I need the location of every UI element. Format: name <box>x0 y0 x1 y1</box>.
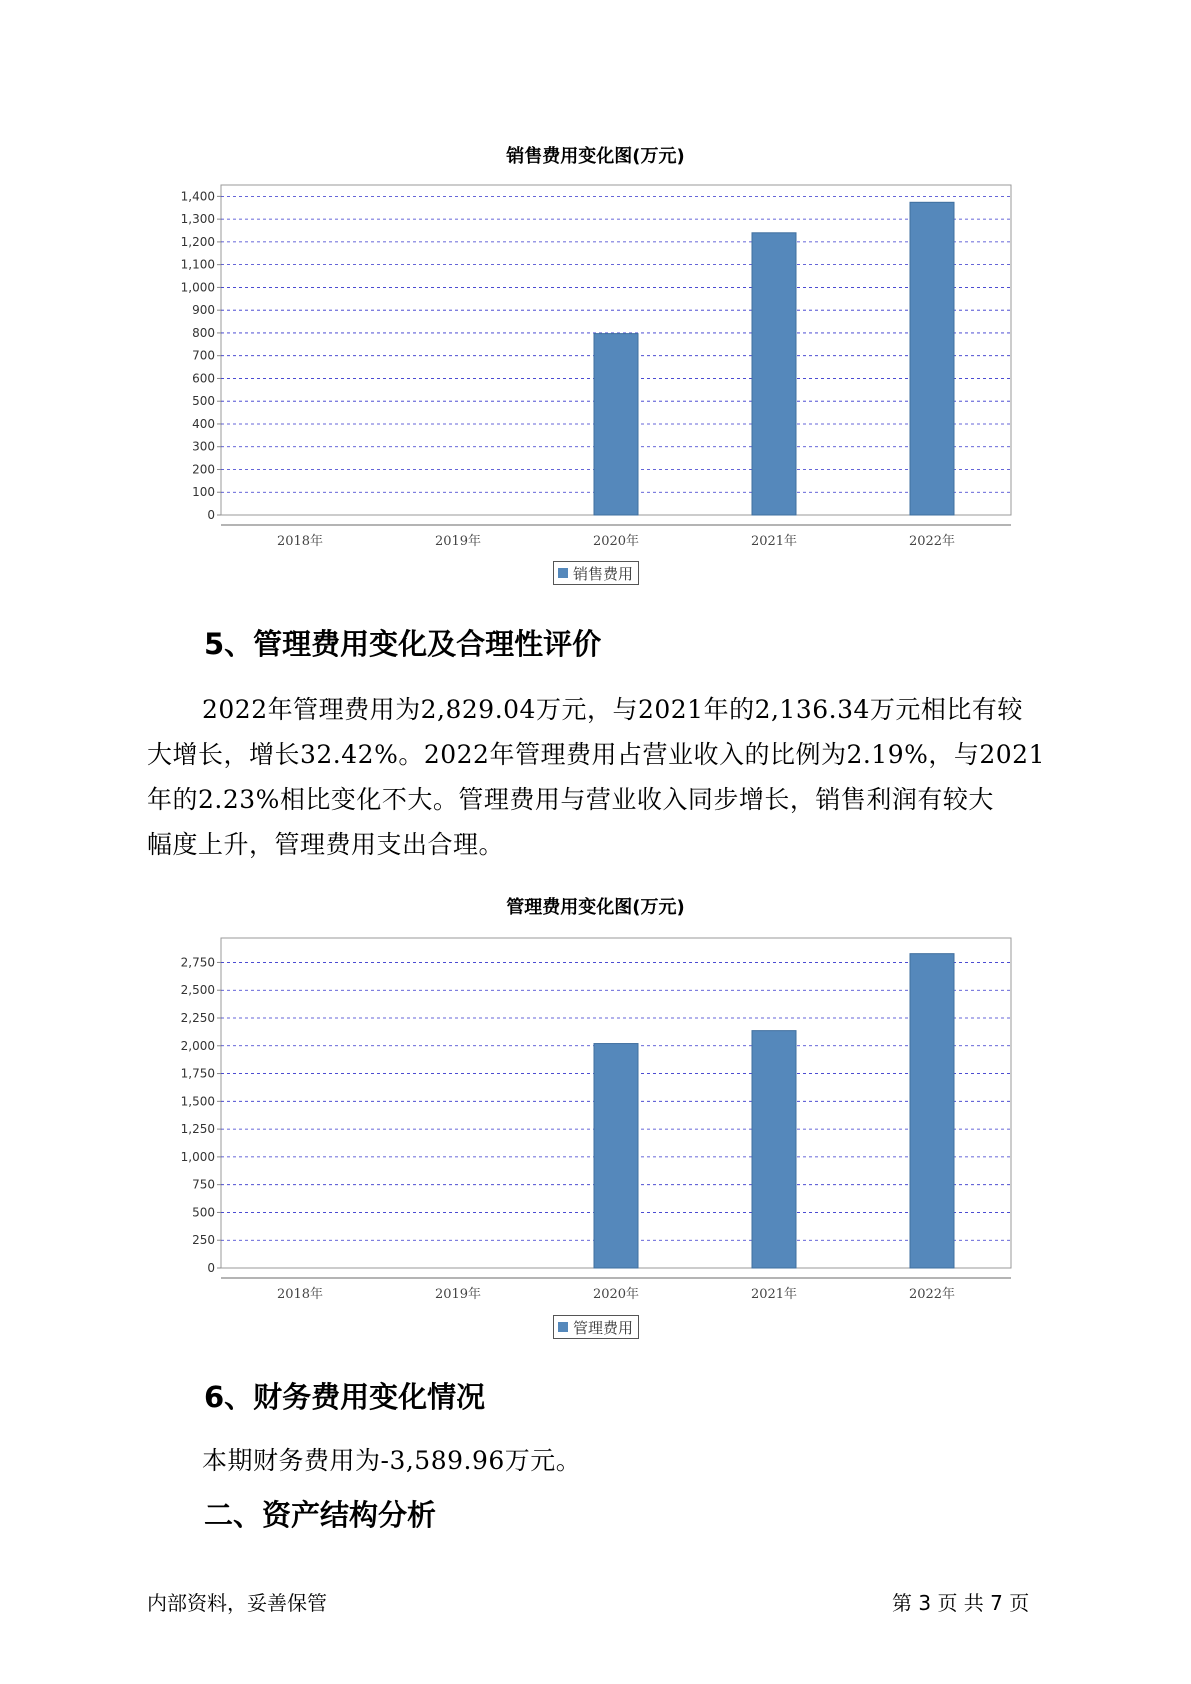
x-tick-label: 2018年 <box>276 1287 324 1302</box>
y-tick-label: 500 <box>192 394 215 409</box>
y-tick-label: 1,000 <box>180 280 215 295</box>
y-tick-label: 2,500 <box>180 983 215 998</box>
x-tick-label: 2022年 <box>908 1287 956 1302</box>
bar <box>594 1044 638 1268</box>
y-tick-label: 900 <box>192 303 215 318</box>
y-tick-label: 1,000 <box>180 1149 215 1164</box>
chart-legend <box>553 1315 639 1339</box>
y-tick-label: 1,500 <box>180 1094 215 1109</box>
chart-title: 销售费用变化图(万元) <box>506 146 685 167</box>
y-tick-label: 100 <box>192 485 215 500</box>
bar <box>910 954 954 1268</box>
y-tick-label: 1,200 <box>180 234 215 249</box>
y-tick-label: 2,750 <box>180 955 215 970</box>
y-tick-label: 1,750 <box>180 1066 215 1081</box>
y-tick-label: 2,000 <box>180 1038 215 1053</box>
y-tick-label: 1,100 <box>180 257 215 272</box>
footer-confidential-note: 内部资料，妥善保管 <box>147 1591 327 1615</box>
y-tick-label: 800 <box>192 325 215 340</box>
y-tick-label: 0 <box>207 508 215 522</box>
y-tick-label: 250 <box>192 1233 215 1248</box>
x-tick-label: 2019年 <box>434 534 482 549</box>
paragraph-line: 大增长，增长32.42%。2022年管理费用占营业收入的比例为2.19%，与2021 <box>147 740 1045 769</box>
y-tick-label: 2,250 <box>180 1011 215 1025</box>
paragraph-line: 年的2.23%相比变化不大。管理费用与营业收入同步增长，销售利润有较大 <box>147 785 994 814</box>
x-tick-label: 2021年 <box>750 534 798 549</box>
paragraph-line: 2022年管理费用为2,829.04万元，与2021年的2,136.34万元相比有较 <box>202 695 1023 724</box>
y-tick-label: 500 <box>192 1205 215 1220</box>
y-tick-label: 750 <box>192 1177 215 1192</box>
legend-label: 销售费用 <box>573 564 634 583</box>
x-tick-label: 2020年 <box>592 1287 640 1302</box>
y-tick-label: 1,250 <box>180 1122 215 1137</box>
x-tick-label: 2019年 <box>434 1287 482 1302</box>
bar <box>752 1031 796 1268</box>
y-tick-label: 1,300 <box>180 212 215 227</box>
y-tick-label: 400 <box>192 416 215 431</box>
x-tick-label: 2021年 <box>750 1287 798 1302</box>
legend-label: 管理费用 <box>573 1318 634 1337</box>
paragraph: 本期财务费用为-3,589.96万元。 <box>202 1446 582 1475</box>
y-tick-label: 0 <box>207 1261 215 1275</box>
x-tick-label: 2022年 <box>908 534 956 549</box>
y-tick-label: 700 <box>192 348 215 363</box>
part-heading: 二、资产结构分析 <box>204 1498 437 1532</box>
section-heading: 6、财务费用变化情况 <box>204 1380 486 1414</box>
chart-title: 管理费用变化图(万元) <box>506 897 685 918</box>
y-tick-label: 600 <box>192 371 215 386</box>
legend-swatch <box>558 1322 568 1332</box>
y-tick-label: 1,400 <box>180 189 215 204</box>
paragraph-line: 幅度上升，管理费用支出合理。 <box>147 830 505 859</box>
y-tick-label: 300 <box>192 439 215 454</box>
x-tick-label: 2020年 <box>592 534 640 549</box>
y-tick-label: 200 <box>192 462 215 477</box>
section-heading: 5、管理费用变化及合理性评价 <box>204 627 602 661</box>
x-tick-label: 2018年 <box>276 534 324 549</box>
footer-page-number: 第 3 页 共 7 页 <box>892 1591 1030 1615</box>
